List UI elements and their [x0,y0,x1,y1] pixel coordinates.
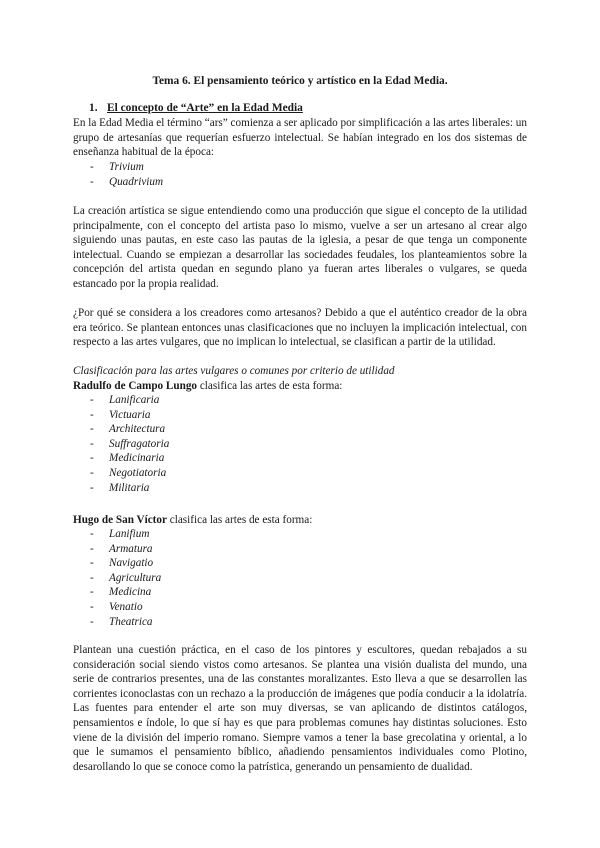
list-item: - Medicina [90,586,152,599]
list-item: - Trivium [90,161,144,173]
list-item: - Quadrivium [90,175,164,188]
author-name-hugo: Hugo de San Víctor [73,514,167,526]
list-item: - Armatura [90,542,153,555]
list-item: - Victuaria [90,408,151,421]
list-item: - Theatrica [90,615,153,628]
paragraph-artistic-creation: La creación artística se sigue entendiendo como una producción que sigue el concepto de la utilidad principalmente, con el concepto del artista paso lo mismo, vuelve a ser un artesano al crear algo siguiendo unas pautas, en este caso las pautas de la iglesia, a pesar de que tenga un componente intelectual. Cuando se empiezan a desarrollar las sociedades feudales, los planteamientos sobre la concepción del artista quedan en segundo plano ya fueran artes liberales o vulgares, se queda estancado por la propia realidad. [73,205,527,290]
hugo-arts-list [73,527,527,629]
document-title: Tema 6. El pensamiento teórico y artístico en la Edad Media. [152,75,448,87]
list-item: - Medicinaria [90,452,165,465]
section-heading-text: El concepto de “Arte” en la Edad Media [107,102,303,114]
paragraph-artisans-question: ¿Por qué se considera a los creadores como artesanos? Debido a que el auténtico creador de la obra era teórico. Se plantean entonces unas clasificaciones que no incluyen la implicación intelectual, con respecto a las artes vulgares, que no implican lo intelectual, se clasifican a partir de la utilidad. [73,307,527,349]
list-item: - Navigatio [90,557,154,570]
paragraph-conclusion: Plantean una cuestión práctica, en el caso de los pintores y escultores, quedan rebajados a su consideración social siendo vistos como artesanos. Se plantea una visión dualista del mundo, una serie de contrarios presentes, una de las constantes moralizantes. Esto lleva a que se desarrollen las corrientes iconoclastas con un rechazo a la producción de imágenes que podía conducir a la idolatría. Las fuentes para entender el arte son muy diversas, se van aplicando de distintos catálogos, pensamientos e índole, lo que sí hay es que para problemas comunes hay distintas soluciones. Esto viene de la división del imperio romano. Siempre vamos a tener la base grecolatina y oriental, a lo que le sumamos el pensamiento bíblico, añadiendo pensamientos individuales como Plotino, desarollando lo que se conoce como la patrística, generando un pensamiento de dualidad. [73,644,527,773]
list-item: - Venatio [90,600,143,613]
hugo-intro: Hugo de San Víctor clasifica las artes de esta forma: [73,514,313,526]
list-item: - Architectura [90,423,166,436]
radulfo-intro: Radulfo de Campo Lungo clasifica las artes de esta forma: [73,380,343,392]
radulfo-arts-list [73,393,527,495]
classification-heading: Clasificación para las artes vulgares o comunes por criterio de utilidad [73,365,395,377]
paragraph-intro: En la Edad Media el término “ars” comienza a ser aplicado por simplificación a las artes liberales: un grupo de artesanías que requerían esfuerzo intelectual. Se habían integrado en los dos sistemas de enseñanza habitual de la época: [73,117,527,159]
list-item: - Negotiatoria [90,466,167,479]
list-item: - Lanificaria [90,394,160,406]
list-item: - Lanifium [90,528,150,540]
author-name-radulfo: Radulfo de Campo Lungo [73,380,198,392]
section-number: 1. [89,102,98,114]
list-item: - Militaria [90,481,150,494]
list-item: - Agricultura [90,571,162,584]
liberal-arts-list [73,160,527,189]
list-item: - Suffragatoria [90,437,170,450]
section-heading [89,101,303,116]
